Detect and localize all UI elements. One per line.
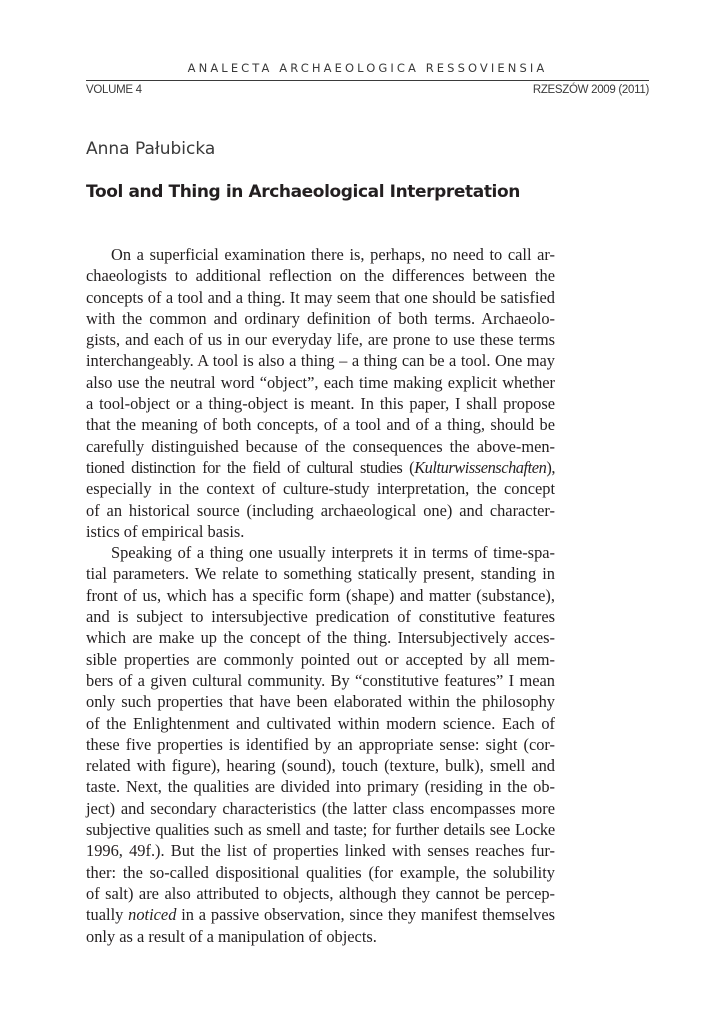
italic-term: Kulturwissenschaften xyxy=(414,457,547,477)
text-line: taste. Next, the qualities are divided into primary (residing in the ob- xyxy=(86,777,555,797)
text-line: 1996, 49f.). But the list of properties linked with senses reaches fur- xyxy=(86,841,555,861)
text-line: only as a result of a manipulation of objects. xyxy=(86,926,377,946)
text-line: of an historical source (including archaeological one) and character- xyxy=(86,500,555,520)
text-line: and is subject to intersubjective predication of constitutive features xyxy=(86,607,555,627)
paragraph-1 xyxy=(86,244,555,542)
text-line: subjective qualities such as smell and taste; for further details see Locke xyxy=(86,820,555,840)
text-line: istics of empirical basis. xyxy=(86,521,245,541)
text-line: especially in the context of culture-study interpretation, the concept xyxy=(86,479,555,499)
text-line: these five properties is identified by an appropriate sense: sight (cor- xyxy=(86,734,555,754)
text-line xyxy=(86,457,555,478)
text-line: sible properties are commonly pointed out or accepted by all mem- xyxy=(86,649,555,669)
author-name: Anna Pałubicka xyxy=(86,139,216,159)
text-segment: tioned distinction for the field of cultural studies ( xyxy=(86,457,415,477)
text-line: front of us, which has a specific form (shape) and matter (substance), xyxy=(86,585,555,605)
text-line: of the Enlightenment and cultivated within modern science. Each of xyxy=(86,713,555,733)
text-line: a tool-object or a thing-object is meant. In this paper, I shall propose xyxy=(86,394,555,414)
text-line: tial parameters. We relate to something statically present, standing in xyxy=(86,564,555,584)
paragraph-2 xyxy=(86,542,555,947)
text-line: with the common and ordinary definition of both terms. Archaeolo- xyxy=(86,308,555,328)
text-line: ther: the so-called dispositional qualities (for example, the solubility xyxy=(86,862,555,882)
header-rule xyxy=(86,80,649,81)
text-line: interchangeably. A tool is also a thing – a thing can be a tool. One may xyxy=(86,351,555,371)
text-line: concepts of a tool and a thing. It may seem that one should be satisfied xyxy=(86,287,555,307)
article-title: Tool and Thing in Archaeological Interpretation xyxy=(86,182,520,202)
journal-name: ANALECTA ARCHAEOLOGICA RESSOVIENSIA xyxy=(187,61,548,75)
text-line: also use the neutral word “object”, each time making explicit whether xyxy=(86,372,555,392)
article-body xyxy=(86,244,555,947)
text-line: bers of a given cultural community. By “constitutive features” I mean xyxy=(86,670,555,690)
text-line: Speaking of a thing one usually interprets it in terms of time-spa- xyxy=(111,543,555,563)
text-line: of salt) are also attributed to objects, although they cannot be percep- xyxy=(86,883,555,903)
text-segment: in a passive observation, since they manifest themselves xyxy=(176,905,555,925)
text-line: which are make up the concept of the thing. Intersubjectively acces- xyxy=(86,628,555,648)
volume-label: VOLUME 4 xyxy=(86,84,142,96)
text-segment: tually xyxy=(86,905,129,925)
text-line: only such properties that have been elaborated within the philosophy xyxy=(86,692,555,712)
text-line: carefully distinguished because of the consequences the above-men- xyxy=(86,436,555,456)
text-line: chaeologists to additional reflection on the differences between the xyxy=(86,266,555,286)
text-segment: ), xyxy=(546,457,555,477)
text-line: gists, and each of us in our everyday life, are prone to use these terms xyxy=(86,330,555,350)
text-line xyxy=(86,904,555,925)
text-line: related with figure), hearing (sound), touch (texture, bulk), smell and xyxy=(86,756,555,776)
text-line: On a superficial examination there is, perhaps, no need to call ar- xyxy=(111,245,555,264)
text-line: ject) and secondary characteristics (the latter class encompasses more xyxy=(86,798,555,818)
italic-term: noticed xyxy=(128,905,177,925)
text-line: that the meaning of both concepts, of a tool and of a thing, should be xyxy=(86,415,555,435)
place-year-label: RZESZÓW 2009 (2011) xyxy=(532,84,649,96)
